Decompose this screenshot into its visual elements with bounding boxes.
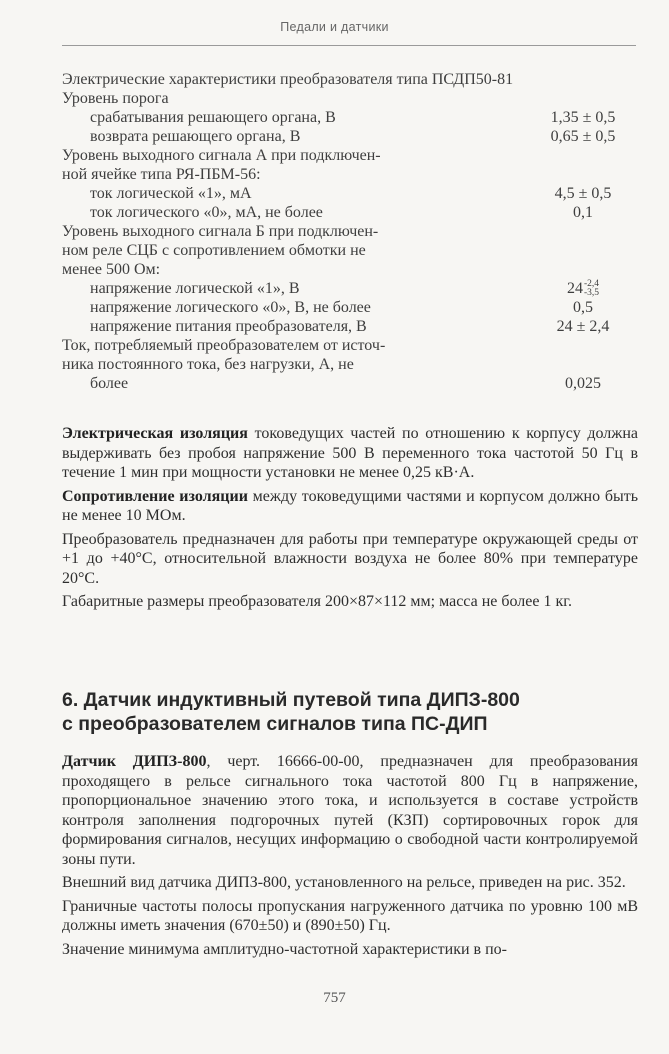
spec-value	[528, 279, 638, 298]
spec-row-return	[62, 127, 638, 146]
spec-row-current-zero	[62, 203, 638, 222]
dimensions-paragraph: Габаритные размеры преобразователя 200×87×112 мм; масса не более 1 кг.	[62, 593, 573, 610]
signal-a-heading-line1: Уровень выходного сигнала А при подключен-	[62, 147, 381, 164]
insulation-paragraph	[62, 424, 638, 483]
tolerance-lower: -3,5	[583, 288, 600, 299]
insulation-text: токоведущих частей по отношению к корпусу должна выдерживать без пробоя напряжение 500 В переменного тока частотой 50 Гц в течение 1 мин при мощности установки не менее 0,25 кВ·А.	[62, 425, 639, 481]
sensor-term: Датчик ДИПЗ-800	[62, 753, 207, 770]
spec-row-supply	[62, 317, 638, 336]
spec-label: срабатывания решающего органа, В	[90, 109, 336, 126]
sensor-text: , черт. 16666-00-00, предназначен для преобразования проходящего в рельсе сигнального тока частотой 800 Гц в напряжение, пропорциональное значению этого тока, и используется в составе устройств контроля заполнения подгорочных путей (КЗП) сортировочных горок для формирования сигналов, несущих информацию о свободной части контролируемой зоны пути.	[62, 753, 638, 868]
resistance-paragraph	[62, 487, 638, 526]
signal-a-heading-line2: ной ячейке типа РЯ-ПБМ-56:	[62, 166, 261, 183]
consumption-line1: Ток, потребляемый преобразователем от источ-	[62, 337, 386, 355]
consumption-line2: ника постоянного тока, без нагрузки, А, не	[62, 356, 354, 374]
spec-row-voltage-zero	[62, 298, 638, 317]
spec-label: напряжение питания преобразователя, В	[90, 318, 367, 336]
tolerance-stack	[584, 280, 599, 298]
signal-b-heading-line3: менее 500 Ом:	[62, 261, 161, 278]
spec-label: напряжение логической «1», В	[90, 280, 300, 297]
threshold-heading: Уровень порога	[62, 90, 169, 107]
spec-value: 4,5 ± 0,5	[554, 185, 612, 202]
section-title-line1: 6. Датчик индуктивный путевой типа ДИПЗ-800	[62, 689, 520, 711]
spec-value: 24 ± 2,4	[556, 318, 610, 336]
spec-value: 0,5	[573, 299, 593, 317]
spec-label: возврата решающего органа, В	[90, 128, 301, 145]
frequencies-paragraph: Граничные частоты полосы пропускания нагруженного датчика по уровню 100 мВ должны иметь значения (670±50) и (890±50) Гц.	[62, 897, 638, 934]
insulation-term: Электрическая изоляция	[62, 425, 248, 442]
spec-value-main: 24	[566, 280, 583, 297]
spec-label: ток логического «0», мА, не более	[90, 204, 323, 221]
spec-row-current-one	[62, 184, 638, 203]
signal-b-heading-line2: ном реле СЦБ с сопротивлением обмотки не	[62, 242, 366, 259]
resistance-term: Сопротивление изоляции	[62, 487, 248, 505]
spec-row-trigger	[62, 108, 638, 127]
spec-label: ток логической «1», мА	[90, 185, 252, 202]
spec-label: более	[90, 375, 129, 393]
minimum-paragraph: Значение минимума амплитудно-частотной характеристики в по-	[62, 940, 507, 958]
environment-paragraph: Преобразователь предназначен для работы при температуре окружающей среды от +1 до +40°C, относительной влажности воздуха не более 80% при температуре 20°C.	[62, 530, 638, 587]
spec-value: 0,025	[565, 375, 601, 393]
page-number: 757	[323, 990, 346, 1006]
spec-row-voltage-one	[62, 279, 638, 298]
section-title-line2: с преобразователем сигналов типа ПС-ДИП	[62, 713, 488, 735]
running-header: Педали и датчики	[280, 20, 389, 34]
spec-label: напряжение логического «0», В, не более	[90, 299, 371, 317]
header-rule	[62, 45, 636, 46]
tolerance-upper: -2,4	[583, 279, 600, 290]
spec-value: 0,1	[573, 204, 593, 221]
spec-value: 1,35 ± 0,5	[550, 109, 616, 126]
paragraphs-block	[62, 424, 638, 616]
spec-row-consumption	[62, 374, 638, 393]
specs-title: Электрические характеристики преобразователя типа ПСДП50-81	[62, 71, 514, 88]
appearance-paragraph: Внешний вид датчика ДИПЗ-800, установленного на рельсе, приведен на рис. 352.	[62, 874, 626, 891]
spec-value: 0,65 ± 0,5	[550, 128, 616, 145]
sensor-paragraph	[62, 752, 638, 869]
specs-block	[62, 70, 638, 393]
signal-b-heading-line1: Уровень выходного сигнала Б при подключен-	[62, 223, 379, 240]
section-body	[62, 752, 638, 963]
resistance-text: между токоведущими частями и корпусом должно быть не менее 10 МОм.	[62, 487, 638, 524]
section-title	[62, 688, 638, 736]
